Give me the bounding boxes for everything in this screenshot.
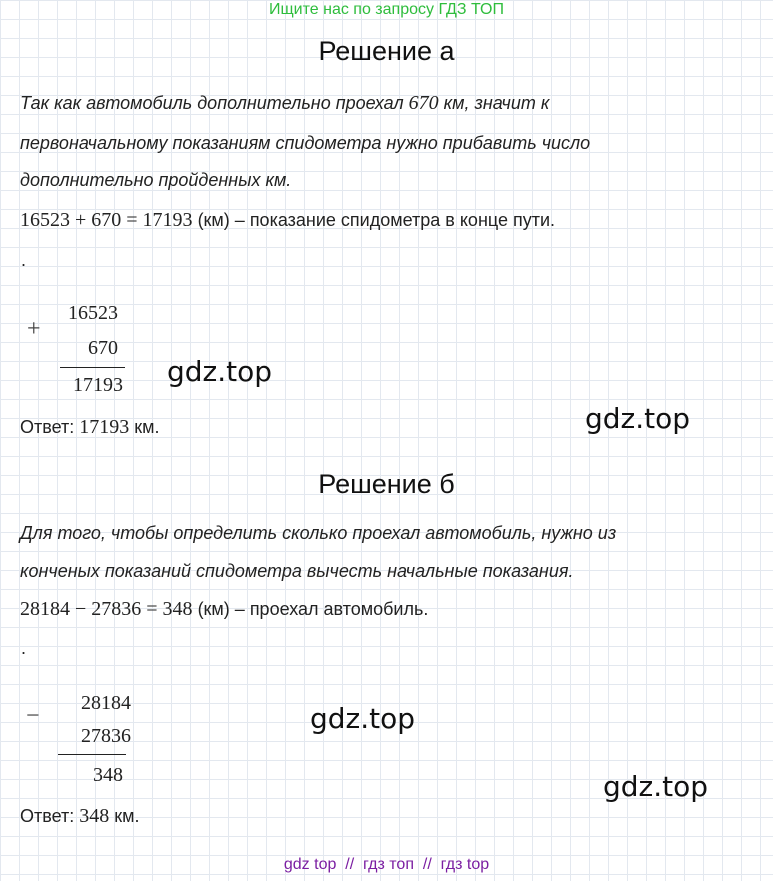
solution-a-explanation-line-1 [20,92,549,115]
watermark: gdz.top [310,702,416,735]
answer-label: Ответ: [20,806,80,826]
watermark: gdz.top [167,355,273,388]
search-banner: Ищите нас по запросу ГДЗ ТОП [269,1,504,18]
equation-text: (км) – проехал автомобиль. [192,599,429,619]
solution-a-explanation-line-2: первоначальному показаниям спидометра нужно прибавить число [20,133,591,153]
minus-operator: − [26,703,40,729]
column-sum-line [60,367,125,368]
para-number: 670 [408,92,439,114]
para-text: км, значит к [438,93,550,113]
solution-b-explanation-line-2: конченых показаний спидометра вычесть начальные показания. [20,561,574,581]
solution-a-explanation-line-3: дополнительно пройденных км. [20,170,292,190]
column-result-number: 348 [93,764,123,786]
watermark: gdz.top [603,770,709,803]
dot-marker: . [21,250,27,270]
equation-expression: 28184 − 27836 = 348 [20,598,193,620]
solution-b-heading: Решение б [318,469,455,499]
solution-a-equation [20,209,555,232]
answer-label: Ответ: [20,417,80,437]
equation-expression: 16523 + 670 = 17193 [20,209,193,231]
solution-a-heading: Решение а [318,36,455,66]
column-bottom-number: 27836 [81,725,131,747]
column-result-number: 17193 [73,374,123,396]
column-difference-line [58,754,126,755]
column-top-number: 16523 [68,302,118,324]
footer-links[interactable]: gdz top // гдз топ // гдз top [283,856,490,873]
plus-operator: + [27,316,41,342]
answer-unit: км. [129,417,160,437]
dot-marker: . [21,638,27,658]
watermark: gdz.top [585,402,691,435]
column-bottom-number: 670 [88,337,118,359]
column-top-number: 28184 [81,692,131,714]
solution-b-equation [20,598,428,621]
solution-b-explanation-line-1: Для того, чтобы определить сколько проехал автомобиль, нужно из [20,523,617,543]
solution-a-answer [20,416,160,439]
equation-text: (км) – показание спидометра в конце пути. [192,210,556,230]
answer-unit: км. [109,806,140,826]
para-text: Так как автомобиль дополнительно проехал [20,93,409,113]
answer-number: 17193 [79,416,130,438]
answer-number: 348 [79,805,110,827]
solution-b-answer [20,805,140,828]
